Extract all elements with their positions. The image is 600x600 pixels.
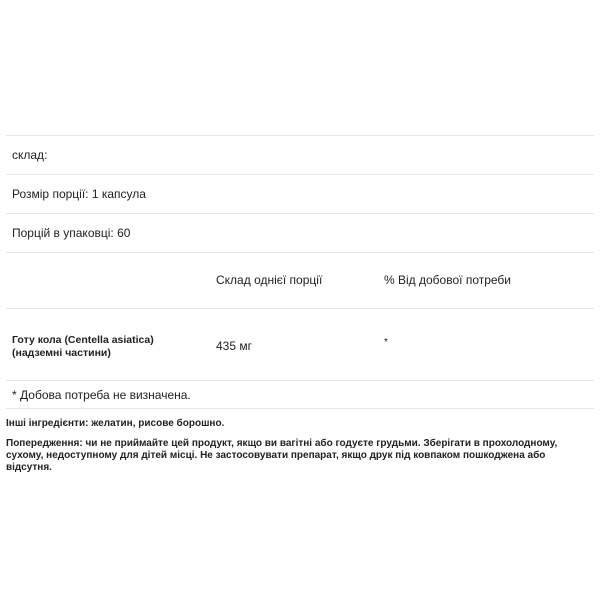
- serving-size-row: [6, 174, 594, 213]
- ingredient-name: Готу кола (Centella asiatica) (надземні частини): [12, 334, 154, 359]
- supplement-facts-table: [6, 135, 594, 409]
- daily-value-note-row: [6, 380, 594, 408]
- composition-label: склад:: [12, 148, 48, 162]
- table-header-row: [6, 252, 594, 308]
- table-row: [6, 308, 594, 380]
- composition-row: [6, 135, 594, 174]
- daily-value-note: * Добова потреба не визначена.: [12, 388, 191, 402]
- table-bottom-border: [6, 408, 594, 409]
- daily-value-column-header: % Від добової потреби: [384, 273, 512, 287]
- other-ingredients: Інші інгредієнти: желатин, рисове борошно.: [6, 418, 225, 429]
- warning-text: Попередження: чи не приймайте цей продукт, якщо ви вагітні або годуєте грудьми. Зберігати в прохолодному, сухому, недоступному для дітей місці. Не застосовувати препарат, якщо друк під ковпаком пошкоджена або відсутня.: [6, 438, 558, 473]
- ingredient-daily-value: *: [384, 337, 388, 348]
- amount-column-header: Склад однієї порції: [216, 273, 323, 287]
- servings-per-container: Порцій в упаковці: 60: [12, 226, 131, 240]
- servings-per-container-row: [6, 213, 594, 252]
- ingredient-amount: 435 мг: [216, 339, 252, 353]
- serving-size: Розмір порції: 1 капсула: [12, 187, 146, 201]
